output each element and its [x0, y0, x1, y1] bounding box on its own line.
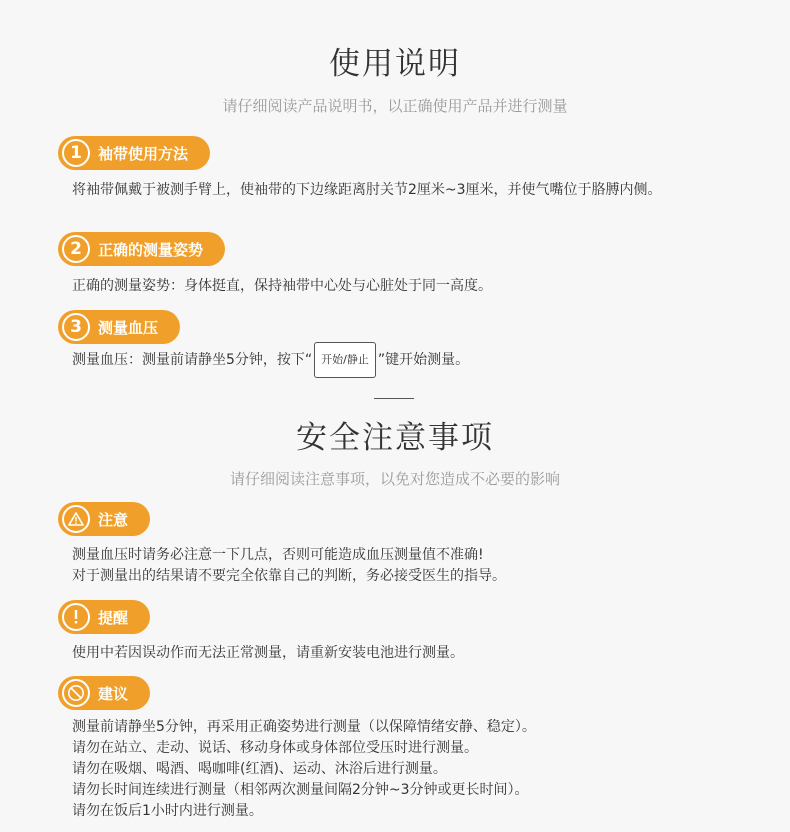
- advice-line: 请勿在吸烟、喝酒、喝咖啡(红酒)、运动、沐浴后进行测量。: [72, 761, 447, 777]
- step-1-text: 将袖带佩戴于被测手臂上，使袖带的下边缘距离肘关节2厘米~3厘米，并使气嘴位于胳膊内侧。: [72, 182, 662, 198]
- safety-title: 安全注意事项: [296, 420, 494, 456]
- advice-line: 测量前请静坐5分钟，再采用正确姿势进行测量（以保障情绪安静、稳定）。: [72, 719, 536, 735]
- advice-label: 建议: [98, 684, 129, 703]
- reminder-text: [72, 643, 752, 664]
- caution-header: [58, 502, 150, 536]
- advice-line: 请勿长时间连续进行测量（相邻两次测量间隔2分钟~3分钟或更长时间）。: [72, 782, 529, 798]
- step-1-header: [58, 136, 210, 170]
- caution-text: [72, 545, 752, 587]
- step-label: 正确的测量姿势: [98, 240, 204, 259]
- start-stop-key-icon: 开始/静止: [314, 342, 376, 378]
- caution-line: 对于测量出的结果请不要完全依靠自己的判断，务必接受医生的指导。: [72, 568, 506, 584]
- reminder-header: [58, 600, 150, 634]
- step-number-badge: 3: [62, 313, 90, 341]
- step-number-badge: 1: [62, 139, 90, 167]
- step-3-text-after: ”键开始测量。: [377, 352, 470, 368]
- section-divider: [374, 398, 414, 399]
- caution-label: 注意: [98, 510, 129, 529]
- step-label: 测量血压: [98, 318, 159, 337]
- advice-header: [58, 676, 150, 710]
- advice-line: 请勿在饭后1小时内进行测量。: [72, 803, 263, 819]
- step-label: 袖带使用方法: [98, 144, 189, 163]
- step-3-header: [58, 310, 180, 344]
- instructions-title: 使用说明: [329, 46, 461, 82]
- step-number-badge: 2: [62, 235, 90, 263]
- exclamation-circle-icon: [62, 603, 90, 631]
- warning-triangle-icon: [62, 505, 90, 533]
- safety-subtitle: 请仔细阅读注意事项，以免对您造成不必要的影响: [229, 470, 560, 488]
- step-3-text-before: 测量血压：测量前请静坐5分钟，按下“: [72, 352, 313, 368]
- instructions-subtitle: 请仔细阅读产品说明书，以正确使用产品并进行测量: [222, 97, 568, 115]
- caution-line: 测量血压时请务必注意一下几点，否则可能造成血压测量值不准确!: [72, 547, 484, 563]
- reminder-line: 使用中若因误动作而无法正常测量，请重新安装电池进行测量。: [72, 645, 464, 661]
- step-3-text: [72, 342, 752, 378]
- step-2-header: [58, 232, 225, 266]
- reminder-label: 提醒: [98, 608, 129, 627]
- step-2-text: 正确的测量姿势：身体挺直，保持袖带中心处与心脏处于同一高度。: [72, 278, 492, 294]
- prohibited-icon: [62, 679, 90, 707]
- advice-text: [72, 717, 752, 822]
- advice-line: 请勿在站立、走动、说话、移动身体或身体部位受压时进行测量。: [72, 740, 478, 756]
